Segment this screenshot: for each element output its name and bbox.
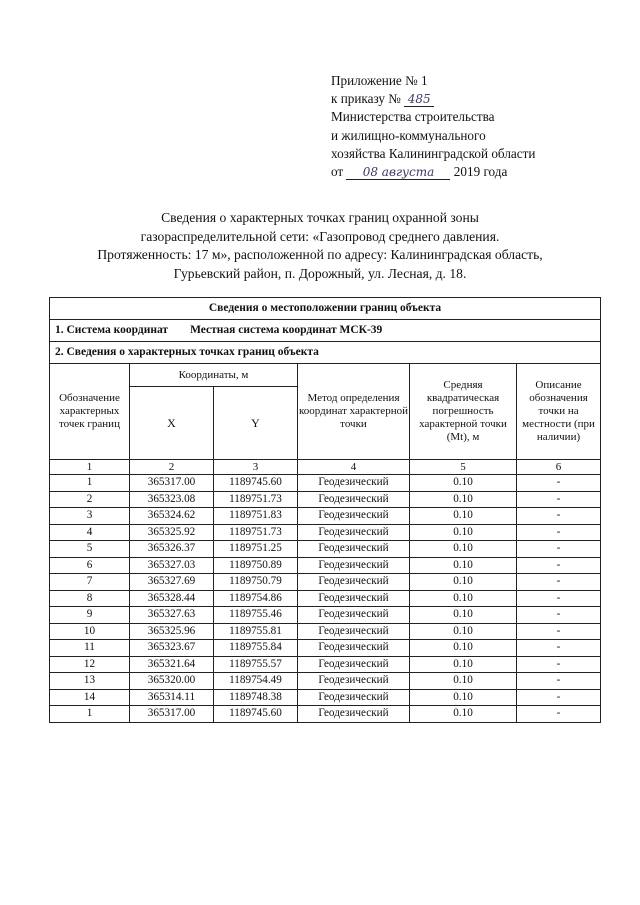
description-cell: -	[517, 673, 601, 690]
order-reference	[331, 90, 621, 108]
description-cell: -	[517, 623, 601, 640]
description-cell: -	[517, 656, 601, 673]
method-cell: Геодезический	[298, 623, 410, 640]
error-cell: 0.10	[410, 574, 517, 591]
heading-line-1: Сведения о характерных точках границ охранной зоны	[161, 210, 479, 225]
description-cell: -	[517, 475, 601, 492]
col-header-point: Обозначение характерных точек границ	[50, 364, 130, 460]
error-cell: 0.10	[410, 475, 517, 492]
error-cell: 0.10	[410, 706, 517, 723]
col-header-y: Y	[214, 387, 298, 460]
method-cell: Геодезический	[298, 475, 410, 492]
document-heading	[40, 209, 600, 283]
ministry-line-3: хозяйства Калининградской области	[331, 145, 536, 161]
date-suffix: 2019 года	[453, 164, 508, 180]
description-cell: -	[517, 640, 601, 657]
y-coordinate-cell: 1189748.38	[214, 689, 298, 706]
method-cell: Геодезический	[298, 590, 410, 607]
point-id-cell: 2	[50, 491, 130, 508]
x-coordinate-cell: 365317.00	[130, 706, 214, 723]
order-number-handwritten: 485	[404, 92, 434, 107]
date-handwritten: 08 августа	[346, 165, 450, 180]
method-cell: Геодезический	[298, 574, 410, 591]
method-cell: Геодезический	[298, 491, 410, 508]
column-number: 3	[214, 460, 298, 475]
x-coordinate-cell: 365328.44	[130, 590, 214, 607]
point-id-cell: 8	[50, 590, 130, 607]
table-row	[50, 640, 601, 657]
method-cell: Геодезический	[298, 706, 410, 723]
y-coordinate-cell: 1189750.89	[214, 557, 298, 574]
x-coordinate-cell: 365327.69	[130, 574, 214, 591]
table-row	[50, 574, 601, 591]
x-coordinate-cell: 365321.64	[130, 656, 214, 673]
order-prefix: к приказу №	[331, 91, 401, 107]
description-cell: -	[517, 590, 601, 607]
error-cell: 0.10	[410, 508, 517, 525]
point-id-cell: 9	[50, 607, 130, 624]
error-cell: 0.10	[410, 541, 517, 558]
appendix-title: Приложение № 1	[331, 73, 428, 88]
description-cell: -	[517, 607, 601, 624]
y-coordinate-cell: 1189751.73	[214, 524, 298, 541]
error-cell: 0.10	[410, 607, 517, 624]
y-coordinate-cell: 1189751.83	[214, 508, 298, 525]
coordinate-system-value: Местная система координат МСК-39	[190, 324, 383, 336]
description-cell: -	[517, 491, 601, 508]
error-cell: 0.10	[410, 491, 517, 508]
method-cell: Геодезический	[298, 640, 410, 657]
point-id-cell: 10	[50, 623, 130, 640]
y-coordinate-cell: 1189755.57	[214, 656, 298, 673]
coordinates-table	[49, 297, 601, 723]
y-coordinate-cell: 1189745.60	[214, 475, 298, 492]
y-coordinate-cell: 1189755.46	[214, 607, 298, 624]
table-row	[50, 656, 601, 673]
table-row	[50, 689, 601, 706]
table-row	[50, 524, 601, 541]
error-cell: 0.10	[410, 557, 517, 574]
description-cell: -	[517, 689, 601, 706]
table-row	[50, 590, 601, 607]
x-coordinate-cell: 365325.92	[130, 524, 214, 541]
table-row	[50, 607, 601, 624]
table-row	[50, 475, 601, 492]
table-row	[50, 508, 601, 525]
table-row	[50, 706, 601, 723]
error-cell: 0.10	[410, 656, 517, 673]
ministry-line-2: и жилищно-коммунального	[331, 127, 486, 143]
appendix-block	[331, 72, 621, 181]
column-number-row	[50, 460, 601, 475]
x-coordinate-cell: 365326.37	[130, 541, 214, 558]
y-coordinate-cell: 1189754.49	[214, 673, 298, 690]
point-id-cell: 11	[50, 640, 130, 657]
ministry-line-1: Министерства строительства	[331, 109, 495, 125]
method-cell: Геодезический	[298, 689, 410, 706]
point-id-cell: 1	[50, 475, 130, 492]
column-number: 1	[50, 460, 130, 475]
description-cell: -	[517, 541, 601, 558]
description-cell: -	[517, 557, 601, 574]
column-number: 6	[517, 460, 601, 475]
x-coordinate-cell: 365324.62	[130, 508, 214, 525]
order-date	[331, 163, 621, 181]
heading-line-4: Гурьевский район, п. Дорожный, ул. Лесная, д. 18.	[173, 265, 467, 281]
points-section-label: 2. Сведения о характерных точках границ объекта	[50, 342, 601, 364]
date-prefix: от	[331, 164, 344, 180]
x-coordinate-cell: 365323.67	[130, 640, 214, 657]
y-coordinate-cell: 1189754.86	[214, 590, 298, 607]
point-id-cell: 4	[50, 524, 130, 541]
error-cell: 0.10	[410, 673, 517, 690]
col-header-method: Метод определения координат характерной точки	[298, 364, 410, 460]
description-cell: -	[517, 508, 601, 525]
description-cell: -	[517, 574, 601, 591]
method-cell: Геодезический	[298, 673, 410, 690]
method-cell: Геодезический	[298, 656, 410, 673]
column-number: 2	[130, 460, 214, 475]
table-row	[50, 673, 601, 690]
heading-line-3: Протяженность: 17 м», расположенной по адресу: Калининградская область,	[97, 247, 543, 262]
method-cell: Геодезический	[298, 607, 410, 624]
y-coordinate-cell: 1189755.81	[214, 623, 298, 640]
error-cell: 0.10	[410, 623, 517, 640]
description-cell: -	[517, 706, 601, 723]
x-coordinate-cell: 365327.03	[130, 557, 214, 574]
x-coordinate-cell: 365320.00	[130, 673, 214, 690]
x-coordinate-cell: 365325.96	[130, 623, 214, 640]
table-row	[50, 557, 601, 574]
point-id-cell: 12	[50, 656, 130, 673]
method-cell: Геодезический	[298, 541, 410, 558]
table-row	[50, 541, 601, 558]
point-id-cell: 5	[50, 541, 130, 558]
error-cell: 0.10	[410, 590, 517, 607]
y-coordinate-cell: 1189750.79	[214, 574, 298, 591]
error-cell: 0.10	[410, 640, 517, 657]
description-cell: -	[517, 524, 601, 541]
error-cell: 0.10	[410, 689, 517, 706]
x-coordinate-cell: 365327.63	[130, 607, 214, 624]
coordinate-system-row	[50, 320, 601, 342]
point-id-cell: 6	[50, 557, 130, 574]
coordinate-system-label: 1. Система координат	[55, 324, 169, 336]
y-coordinate-cell: 1189751.25	[214, 541, 298, 558]
y-coordinate-cell: 1189751.73	[214, 491, 298, 508]
col-header-coordinates: Координаты, м	[130, 364, 298, 387]
y-coordinate-cell: 1189745.60	[214, 706, 298, 723]
error-cell: 0.10	[410, 524, 517, 541]
col-header-x: X	[130, 387, 214, 460]
table-row	[50, 491, 601, 508]
point-id-cell: 1	[50, 706, 130, 723]
method-cell: Геодезический	[298, 508, 410, 525]
point-id-cell: 7	[50, 574, 130, 591]
point-id-cell: 3	[50, 508, 130, 525]
method-cell: Геодезический	[298, 557, 410, 574]
x-coordinate-cell: 365317.00	[130, 475, 214, 492]
col-header-error: Средняя квадратическая погрешность характерной точки (Mt), м	[410, 364, 517, 460]
point-id-cell: 14	[50, 689, 130, 706]
y-coordinate-cell: 1189755.84	[214, 640, 298, 657]
heading-line-2: газораспределительной сети: «Газопровод среднего давления.	[140, 228, 500, 244]
x-coordinate-cell: 365323.08	[130, 491, 214, 508]
method-cell: Геодезический	[298, 524, 410, 541]
column-number: 4	[298, 460, 410, 475]
x-coordinate-cell: 365314.11	[130, 689, 214, 706]
table-row	[50, 623, 601, 640]
point-id-cell: 13	[50, 673, 130, 690]
table-title: Сведения о местоположении границ объекта	[50, 298, 601, 320]
col-header-description: Описание обозначения точки на местности (при наличии)	[517, 364, 601, 460]
column-number: 5	[410, 460, 517, 475]
